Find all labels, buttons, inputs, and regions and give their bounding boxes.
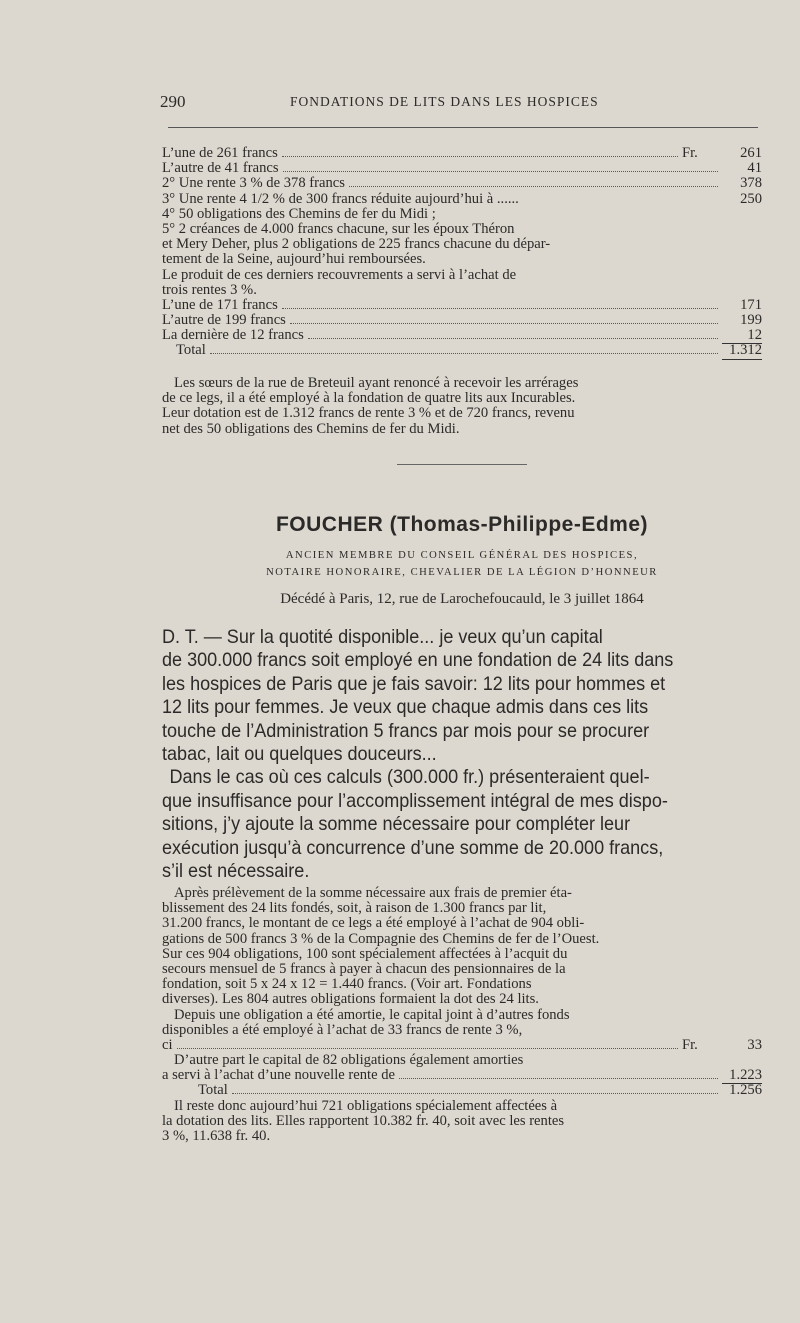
text-line: trois rentes 3 %. bbox=[162, 281, 257, 298]
leader-dots bbox=[399, 1068, 718, 1079]
entry-label: 2° Une rente 3 % de 378 francs bbox=[162, 175, 345, 192]
entry-label: a servi à l’achat d’une nouvelle rente de bbox=[162, 1067, 395, 1084]
entry-label: La dernière de 12 francs bbox=[162, 327, 304, 344]
rente-entry bbox=[162, 1038, 762, 1053]
total-label: Total bbox=[176, 342, 206, 359]
entry-label: L’une de 171 francs bbox=[162, 296, 278, 313]
leader-dots bbox=[349, 176, 718, 187]
text-line: Leur dotation est de 1.312 francs de rente 3 % et de 720 francs, revenu bbox=[162, 405, 575, 422]
text-line: blissement des 24 lits fondés, soit, à raison de 1.300 francs par lit, bbox=[162, 900, 547, 917]
entry-value: 250 bbox=[740, 190, 762, 207]
text-line: Le produit de ces derniers recouvrements a servi à l’achat de bbox=[162, 266, 517, 283]
entry-value: 261 bbox=[740, 145, 762, 161]
page-header bbox=[160, 92, 764, 114]
person-title-line: NOTAIRE HONORAIRE, CHEVALIER DE LA LÉGION D’HONNEUR bbox=[266, 567, 658, 578]
text-line: Depuis une obligation a été amortie, le capital joint à d’autres fonds bbox=[174, 1006, 570, 1023]
text-line: net des 50 obligations des Chemins de fer du Midi. bbox=[162, 420, 460, 437]
testament-text bbox=[162, 626, 720, 883]
text-line: secours mensuel de 5 francs à payer à chacun des pensionnaires de la bbox=[162, 960, 566, 977]
text-line: touche de l’Administration 5 francs par mois pour se procurer bbox=[162, 719, 650, 742]
paragraph-soeurs bbox=[162, 376, 762, 437]
text-line: Sur ces 904 obligations, 100 sont spécialement affectées à l’acquit du bbox=[162, 945, 568, 962]
asset-entry bbox=[162, 298, 762, 313]
leader-dots bbox=[282, 146, 678, 157]
text-line: D. T. — Sur la quotité disponible... je veux qu’un capital bbox=[162, 626, 603, 648]
text-line: Dans le cas où ces calculs (300.000 fr.) présenteraient quel- bbox=[169, 766, 650, 789]
asset-list bbox=[162, 146, 762, 359]
asset-entry bbox=[162, 192, 762, 207]
leader-dots bbox=[177, 1038, 678, 1049]
text-line: exécution jusqu’à concurrence d’une somme de 20.000 francs, bbox=[162, 836, 664, 859]
asset-entry bbox=[162, 328, 762, 343]
text-line: 4° 50 obligations des Chemins de fer du Midi ; bbox=[162, 205, 436, 222]
entry-label: L’autre de 41 francs bbox=[162, 160, 279, 177]
entry-currency: Fr. bbox=[682, 145, 698, 161]
entry-value: 378 bbox=[740, 175, 762, 192]
entry-label: 3° Une rente 4 1/2 % de 300 francs réduite aujourd’hui à ...... bbox=[162, 190, 519, 207]
page-number: 290 bbox=[160, 92, 186, 111]
total-value: 1.256 bbox=[729, 1082, 762, 1099]
text-line: fondation, soit 5 x 24 x 12 = 1.440 francs. (Voir art. Fondations bbox=[162, 976, 532, 993]
text-line: Les sœurs de la rue de Breteuil ayant renoncé à recevoir les arrérages bbox=[174, 375, 579, 391]
entry-value: 33 bbox=[747, 1036, 762, 1053]
text-line: de 300.000 francs soit employé en une fondation de 24 lits dans bbox=[162, 649, 674, 672]
person-title-line: ANCIEN MEMBRE DU CONSEIL GÉNÉRAL DES HOSPICES, bbox=[285, 550, 639, 561]
death-notice: Décédé à Paris, 12, rue de Larochefoucauld, le 3 juillet 1864 bbox=[280, 591, 644, 607]
entry-value: 171 bbox=[740, 296, 762, 313]
paragraph-employment bbox=[162, 886, 762, 1144]
leader-dots bbox=[232, 1083, 718, 1094]
asset-entry bbox=[162, 313, 762, 328]
entry-value: 199 bbox=[740, 312, 762, 329]
text-line: tabac, lait ou quelques douceurs... bbox=[162, 742, 437, 765]
running-title: FONDATIONS DE LITS DANS LES HOSPICES bbox=[290, 94, 599, 109]
text-line: 31.200 francs, le montant de ce legs a été employé à l’achat de 904 obli- bbox=[162, 915, 585, 932]
text-line: les hospices de Paris que je fais savoir: 12 lits pour hommes et bbox=[162, 672, 666, 695]
asset-entry bbox=[162, 146, 762, 161]
text-line: D’autre part le capital de 82 obligations également amorties bbox=[174, 1052, 524, 1069]
entry-value: 1.223 bbox=[722, 1068, 762, 1084]
asset-entry bbox=[162, 176, 762, 191]
text-line: tement de la Seine, aujourd’hui remboursées. bbox=[162, 251, 426, 268]
total-entry bbox=[162, 1083, 762, 1098]
text-line: la dotation des lits. Elles rapportent 10.382 fr. 40, soit avec les rentes bbox=[162, 1112, 565, 1129]
leader-dots bbox=[523, 192, 718, 202]
rente-entry bbox=[162, 1068, 762, 1083]
asset-entry bbox=[162, 161, 762, 176]
total-label: Total bbox=[198, 1082, 228, 1099]
text-line: diverses). Les 804 autres obligations formaient la dot des 24 lits. bbox=[162, 991, 539, 1008]
leader-dots bbox=[282, 298, 718, 309]
entry-currency: Fr. bbox=[682, 1036, 698, 1053]
entry-value: 41 bbox=[747, 160, 762, 177]
text-line: 3 %, 11.638 fr. 40. bbox=[162, 1128, 271, 1144]
text-line: 12 lits pour femmes. Je veux que chaque admis dans ces lits bbox=[162, 696, 649, 719]
total-entry bbox=[162, 343, 762, 358]
leader-dots bbox=[283, 161, 718, 172]
text-line: 5° 2 créances de 4.000 francs chacune, sur les époux Théron bbox=[162, 220, 515, 237]
section-divider bbox=[397, 464, 527, 465]
total-value: 1.312 bbox=[722, 343, 762, 359]
entry-label: L’autre de 199 francs bbox=[162, 312, 286, 329]
text-line: s’il est nécessaire. bbox=[162, 859, 310, 882]
header-rule bbox=[168, 127, 758, 128]
entry-label: ci bbox=[162, 1036, 173, 1053]
text-line: de ce legs, il a été employé à la fondation de quatre lits aux Incurables. bbox=[162, 390, 576, 407]
leader-dots bbox=[290, 313, 718, 324]
text-line: que insuffisance pour l’accomplissement intégral de mes dispo- bbox=[162, 789, 668, 812]
entry-value: 12 bbox=[722, 328, 762, 344]
text-line: sitions, j’y ajoute la somme nécessaire pour compléter leur bbox=[162, 813, 631, 836]
leader-dots bbox=[308, 328, 718, 339]
entry-label: L’une de 261 francs bbox=[162, 145, 278, 161]
text-line: gations de 500 francs 3 % de la Compagnie des Chemins de fer de l’Ouest. bbox=[162, 930, 600, 947]
text-line: et Mery Deher, plus 2 obligations de 225 francs chacune du dépar- bbox=[162, 236, 551, 253]
text-line: Il reste donc aujourd’hui 721 obligations spécialement affectées à bbox=[174, 1097, 558, 1114]
text-line: Après prélèvement de la somme nécessaire aux frais de premier éta- bbox=[174, 885, 572, 901]
leader-dots bbox=[210, 343, 718, 354]
person-name: FOUCHER (Thomas-Philippe-Edme) bbox=[275, 513, 648, 536]
text-line: disponibles a été employé à l’achat de 33 francs de rente 3 %, bbox=[162, 1021, 523, 1038]
